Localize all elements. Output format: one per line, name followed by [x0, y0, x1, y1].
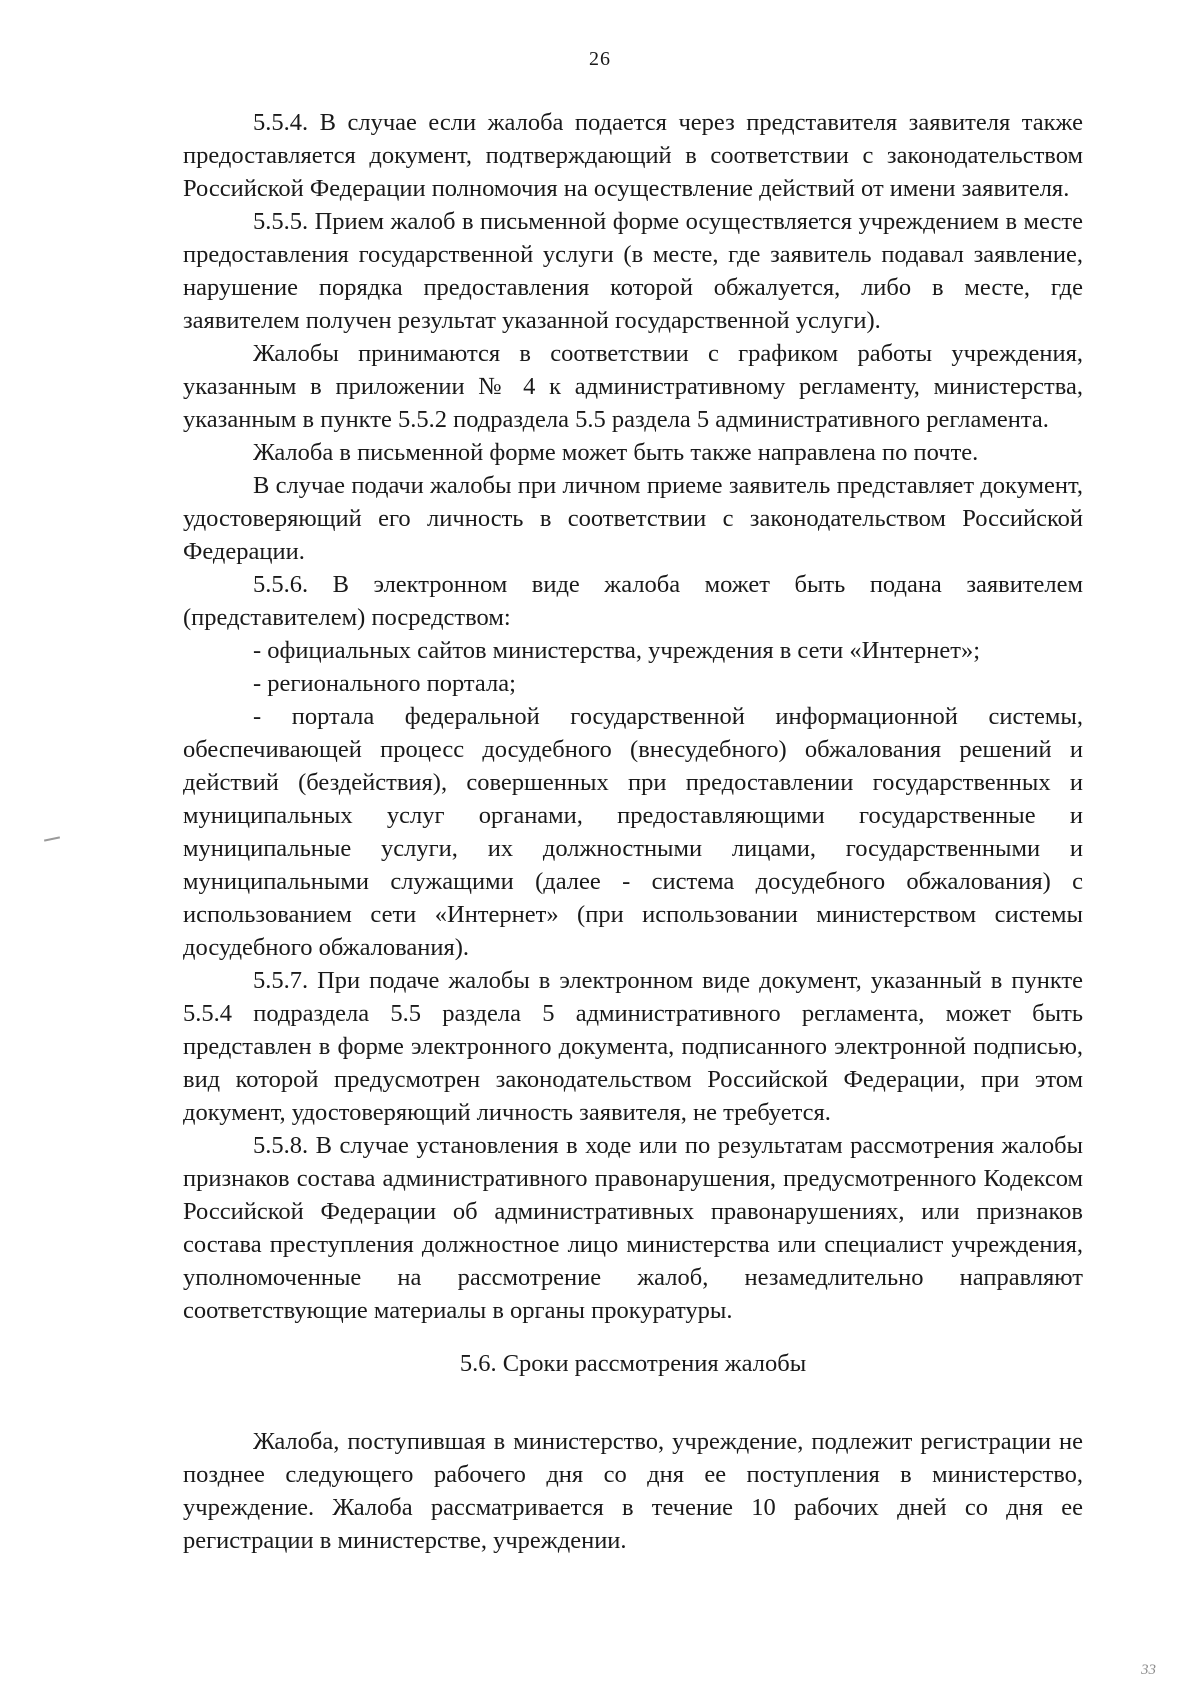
- list-item-federal-portal: - портала федеральной государственной информационной системы, обеспечивающей процесс досудебного (внесудебного) обжалования решений и действий (бездействия), совершенных при предоставлении государственных и муниципальных услуг органами, предоставляющими государственные и муниципальные услуги, их должностными лицами, государственными и муниципальными служащими (далее - система досудебного обжалования) с использованием сети «Интернет» (при использовании министерством системы досудебного обжалования).: [183, 703, 1083, 961]
- paragraph-5-5-6: 5.5.6. В электронном виде жалоба может быть подана заявителем (представителем) посредством:: [183, 571, 1083, 631]
- paragraph-personal-reception: В случае подачи жалобы при личном приеме заявитель представляет документ, удостоверяющий его личность в соответствии с законодательством Российской Федерации.: [183, 472, 1083, 565]
- paragraph-5-5-7: 5.5.7. При подаче жалобы в электронном виде документ, указанный в пункте 5.5.4 подраздела 5.5 раздела 5 административного регламента, может быть представлен в форме электронного документа, подписанного электронной подписью, вид которой предусмотрен законодательством Российской Федерации, при этом документ, удостоверяющий личность заявителя, не требуется.: [183, 967, 1083, 1126]
- page-number: 26: [589, 48, 611, 70]
- list-item-regional-portal: - регионального портала;: [253, 670, 516, 697]
- margin-mark: [44, 836, 60, 841]
- section-heading-5-6: 5.6. Сроки рассмотрения жалобы: [459, 1350, 807, 1377]
- paragraph-mail: Жалоба в письменной форме может быть также направлена по почте.: [253, 439, 979, 466]
- paragraph-5-5-8: 5.5.8. В случае установления в ходе или по результатам рассмотрения жалобы признаков состава административного правонарушения, предусмотренного Кодексом Российской Федерации об административных правонарушениях, или признаков состава преступления должностное лицо министерства или специалист учреждения, уполномоченные на рассмотрение жалоб, незамедлительно направляют соответствующие материалы в органы прокуратуры.: [183, 1132, 1083, 1324]
- paragraph-5-6: Жалоба, поступившая в министерство, учреждение, подлежит регистрации не позднее следующего рабочего дня со дня ее поступления в министерство, учреждение. Жалоба рассматривается в течение 10 рабочих дней со дня ее регистрации в министерстве, учреждении.: [183, 1428, 1083, 1554]
- paragraph-schedule: Жалобы принимаются в соответствии с графиком работы учреждения, указанным в приложении № 4 к административному регламенту, министерства, указанным в пункте 5.5.2 подраздела 5.5 раздела 5 административного регламента.: [183, 340, 1083, 433]
- paragraph-5-5-4: 5.5.4. В случае если жалоба подается через представителя заявителя также предоставляется документ, подтверждающий в соответствии с законодательством Российской Федерации полномочия на осуществление действий от имени заявителя.: [183, 109, 1083, 202]
- list-item-official-sites: - официальных сайтов министерства, учреждения в сети «Интернет»;: [253, 637, 981, 664]
- document-body: [183, 106, 1083, 1557]
- paragraph-5-5-5: 5.5.5. Прием жалоб в письменной форме осуществляется учреждением в месте предоставления государственной услуги (в месте, где заявитель подавал заявление, нарушение порядка предоставления которой обжалуется, либо в месте, где заявителем получен результат указанной государственной услуги).: [183, 208, 1083, 334]
- corner-handwritten-note: 33: [1141, 1662, 1156, 1678]
